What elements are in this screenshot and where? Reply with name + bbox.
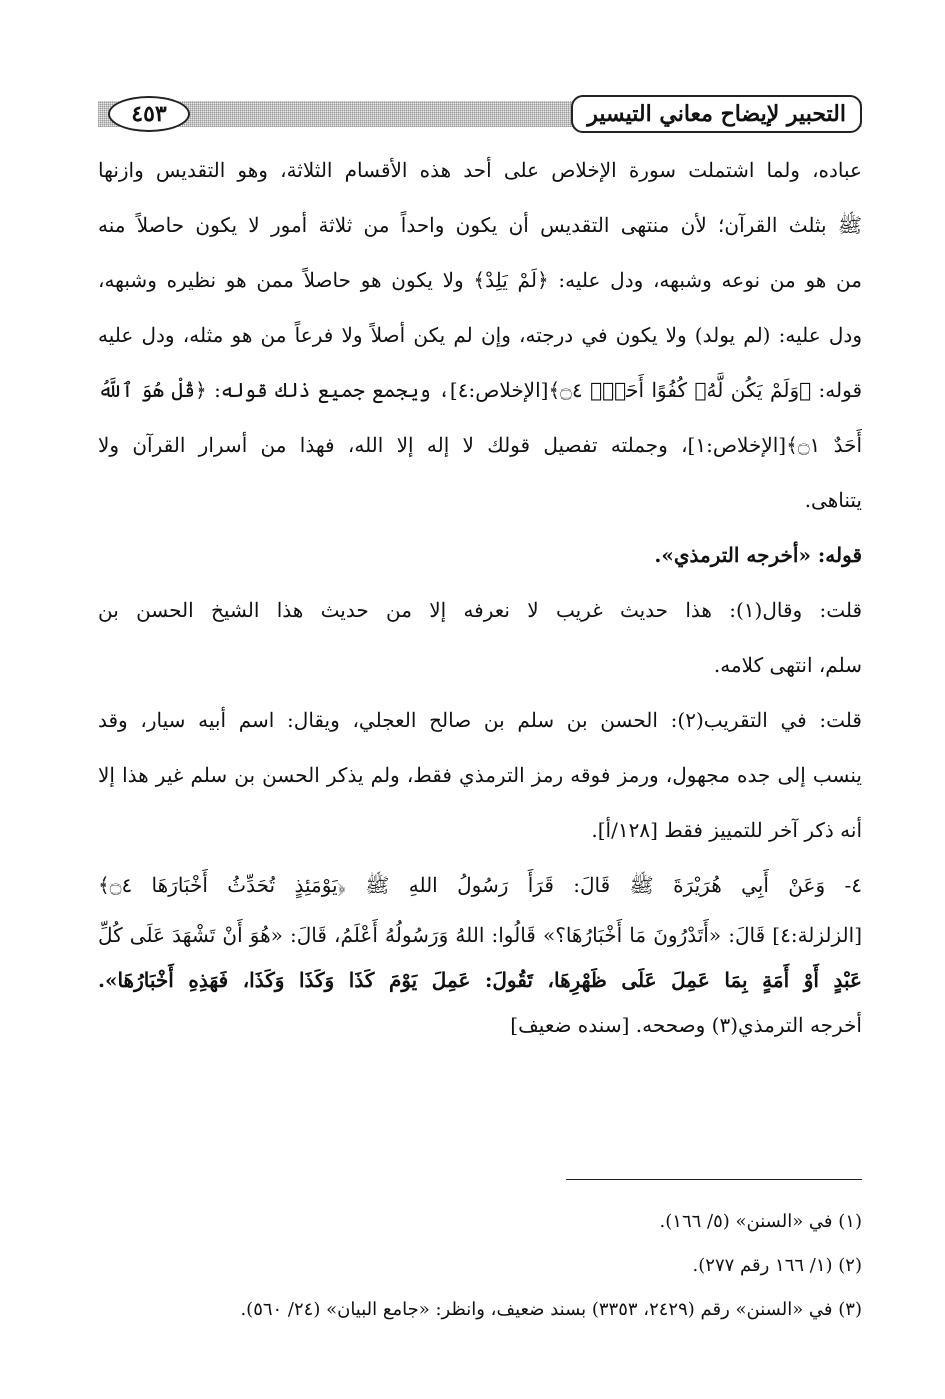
running-header: [98, 95, 862, 135]
text-line: يتناهى.: [804, 488, 862, 512]
text-line: ﷺ بثلث القرآن؛ لأن منتهى التقديس أن يكون واحداً من ثلاثة أمور لا يكون حاصلاً منه: [98, 213, 862, 237]
hadith-line: ٤- وَعَنْ أَبِي هُرَيْرَةَ ﷺ قَالَ: قَرَأَ رَسُولُ اللهِ ﷺ ﴿يَوْمَئِذٍ تُحَدِّثُ أَخْبَارَهَا ۝٤﴾: [98, 873, 862, 897]
text-line: ودل عليه: (لم يولد) ولا يكون في درجته، وإن لم يكن أصلاً ولا فرعاً من هو مثله، ودل عليه: [98, 323, 862, 347]
text-line: ينسب إلى جده مجهول، ورمز فوقه رمز الترمذي فقط، ولم يذكر الحسن بن سلم غير هذا إلا: [98, 763, 862, 787]
footnote-separator: [566, 1179, 862, 1180]
footnote: (٢) (١/ ١٦٦ رقم ٢٧٧).: [692, 1255, 862, 1276]
text-line: سلم، انتهى كلامه.: [713, 653, 862, 677]
hadith-line: [الزلزلة:٤] قَالَ: «أَتَدْرُونَ مَا أَخْبَارُهَا؟» قَالُوا: اللهُ وَرَسُولُهُ أَعْلَمُ، قَالَ: «هُوَ أَنْ تَشْهَدَ عَلَى كُلِّ: [98, 923, 862, 947]
text-line: أنه ذكر آخر للتمييز فقط [١٢٨/أ].: [591, 818, 862, 842]
text-line: أَحَدٌ ۝١﴾[الإخلاص:١]، وجملته تفصيل قولك لا إله إلا الله، فهذا من أسرار القرآن ولا: [98, 433, 862, 457]
text-line: قوله: «أخرجه الترمذي».: [654, 543, 862, 567]
footnotes: [98, 1200, 862, 1332]
text-line: أخرجه الترمذي(٣) وصححه. [سنده ضعيف]: [510, 1013, 862, 1037]
text-line: قوله: ﴿وَلَمْ يَكُن لَّهُۥ كُفُوًا أَحَدٌۢ ۝٤﴾[الإخلاص:٤]، ويجمع جميع ذلك قوله: ﴿قُلْ هُوَ ٱللَّهُ: [98, 378, 862, 402]
text-line: عباده، ولما اشتملت سورة الإخلاص على أحد هذه الأقسام الثلاثة، وهو التقديس وازنها: [98, 158, 862, 182]
book-title: التحبير لإيضاح معاني التيسير: [571, 95, 862, 133]
text-line: قلت: وقال(١): هذا حديث غريب لا نعرفه إلا من حديث هذا الشيخ الحسن بن: [98, 598, 862, 622]
text-line: قلت: في التقريب(٢): الحسن بن سلم بن صالح العجلي، ويقال: اسم أبيه سيار، وقد: [98, 708, 862, 732]
text-line: من هو من نوعه وشبهه، ودل عليه: ﴿لَمْ يَلِدْ﴾ ولا يكون هو حاصلاً ممن هو نظيره وشبهه،: [98, 268, 862, 292]
hadith-line: عَبْدٍ أَوْ أَمَةٍ بِمَا عَمِلَ عَلَى ظَهْرِهَا، تَقُولَ: عَمِلَ يَوْمَ كَذَا وَكَذَا وَكَذَا، فَهَذِهِ أَخْبَارُهَا».: [98, 968, 862, 992]
main-text: [98, 143, 862, 1048]
footnote: (١) في «السنن» (٥/ ١٦٦).: [659, 1211, 862, 1232]
footnote: (٣) في «السنن» رقم (٢٤٢٩، ٣٣٥٣) بسند ضعيف، وانظر: «جامع البيان» (٢٤/ ٥٦٠).: [240, 1299, 862, 1320]
page-number: ٤٥٣: [108, 96, 190, 132]
